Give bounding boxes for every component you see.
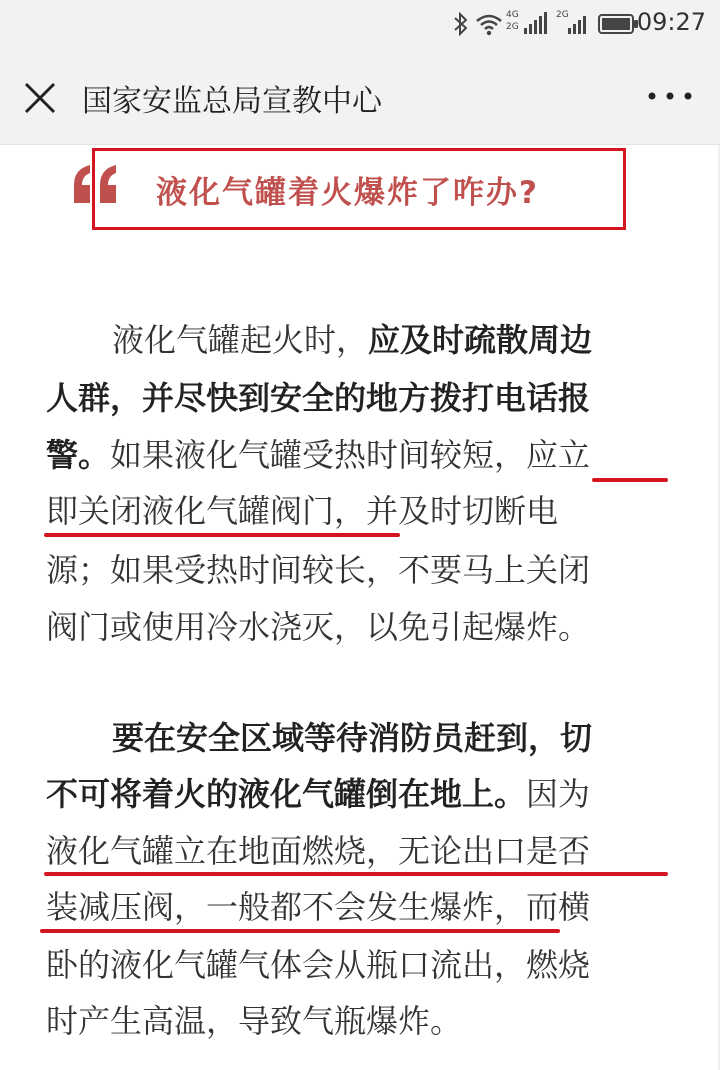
wifi-icon: [474, 10, 504, 38]
p1-line-2-bold: 人群，并尽快到安全的地方拨打电话报: [46, 379, 591, 417]
p2-line-4-emphasis: 装减压阀，一般都不会发生爆炸: [46, 888, 495, 926]
p1-line-3: [46, 428, 676, 482]
p1-line-1-bold: 应及时疏散周边: [368, 321, 593, 359]
p1-line-3-emphasis: 应立: [526, 436, 591, 474]
article-content: [0, 145, 720, 1070]
p1-line-4: [46, 484, 676, 538]
p2-line-4: [46, 880, 676, 934]
battery-icon: [598, 10, 640, 38]
underline-p1-a: [592, 478, 668, 482]
p2-line-6: 时产生高温，导致气瓶爆炸。: [46, 1002, 463, 1040]
p1-line-3-regular: 如果液化气罐受热时间较短，: [110, 436, 527, 474]
p2-line-2-regular: 因为: [526, 775, 591, 813]
bluetooth-icon: [452, 10, 470, 38]
article-heading: 液化气罐着火爆炸了咋办?: [156, 175, 539, 211]
p1-line-1: [112, 313, 672, 367]
close-icon[interactable]: [18, 76, 62, 120]
signal-4g-icon: [506, 10, 548, 38]
nav-bar: [0, 48, 720, 145]
quote-icon: [70, 163, 122, 207]
p2-line-3: 液化气罐立在地面燃烧，无论出口是否: [46, 832, 591, 870]
network-label-2g-second: 2G: [556, 10, 569, 20]
network-label-4g: 4G: [506, 10, 519, 20]
status-bar: [0, 0, 720, 48]
p1-line-4-regular: ，并及时切断电: [334, 492, 559, 530]
p2-line-2: [46, 767, 676, 821]
p1-line-4-emphasis: 即关闭液化气罐阀门: [46, 492, 335, 530]
network-label-2g: 2G: [506, 22, 519, 32]
page-title: 国家安监总局宣教中心: [82, 84, 382, 119]
underline-p1-b: [44, 533, 400, 537]
p2-line-5: 卧的液化气罐气体会从瓶口流出，燃烧: [46, 946, 591, 984]
p1-line-1-regular: 液化气罐起火时，: [112, 321, 369, 359]
underline-p2-a: [44, 872, 668, 876]
p2-line-2-bold: 不可将着火的液化气罐倒在地上。: [46, 775, 527, 813]
p2-line-4-regular: ，而横: [494, 888, 591, 926]
p1-line-5: 源；如果受热时间较长，不要马上关闭: [46, 551, 591, 589]
underline-p2-b: [40, 929, 560, 933]
p2-line-1-bold: 要在安全区域等待消防员赶到，切: [112, 719, 593, 757]
p1-line-2: [46, 371, 676, 425]
more-icon[interactable]: [642, 78, 698, 114]
p1-line-6: 阀门或使用冷水浇灭，以免引起爆炸。: [46, 608, 591, 646]
p1-line-3-bold: 警。: [46, 436, 111, 474]
status-time: 09:27: [636, 8, 706, 36]
p2-line-1: [112, 711, 672, 765]
signal-2g-icon: [556, 10, 592, 38]
